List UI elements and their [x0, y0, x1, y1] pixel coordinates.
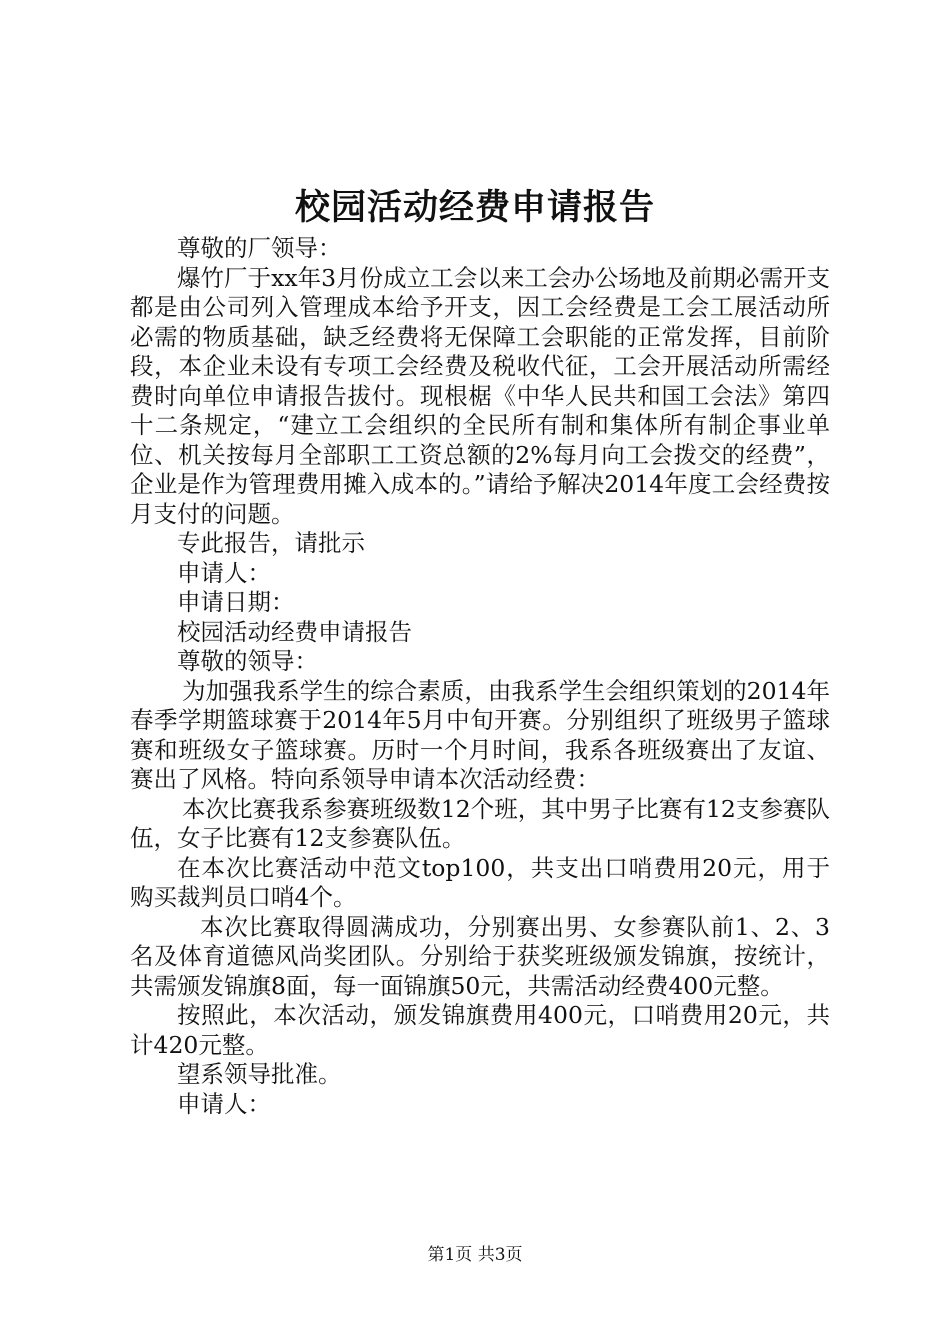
document-title: 校园活动经费申请报告 [294, 187, 655, 228]
paragraph-whistle-cost: 在本次比赛活动中范文top100，共支出口哨费用20元，用于购买裁判员口哨4个。 [130, 853, 830, 911]
paragraph-applicant-1: 申请人： [177, 558, 271, 587]
paragraph-banner-cost: 本次比赛取得圆满成功，分别赛出男、女参赛队前1、2、3名及体育道德风尚奖团队。分别给于获奖班级颁发锦旗，按统计，共需颁发锦旗8面，每一面锦旗50元，共需活动经费400元整。 [130, 912, 830, 1000]
paragraph-request-1: 爆竹厂于xx年3月份成立工会以来工会办公场地及前期必需开支都是由公司列入管理成本给予开支，因工会经费是工会工展活动所必需的物质基础，缺乏经费将无保障工会职能的正常发挥，目前阶段，本企业未设有专项工会经费及税收代征，工会开展活动所需经费时向单位申请报告拔付。现根椐《中华人民共和国工会法》第四十二条规定，“建立工会组织的全民所有制和集体所有制企事业单位、机关按每月全部职工工资总额的2%每月向工会拨交的经费”，企业是作为管理费用摊入成本的。”请给予解决2014年度工会经费按月支付的问题。 [130, 263, 830, 528]
paragraph-intro-2: 为加强我系学生的综合素质，由我系学生会组织策划的2014年春季学期篮球赛于2014年5月中旬开赛。分别组织了班级男子篮球赛和班级女子篮球赛。历时一个月时间，我系各班级赛出了友谊、赛出了风格。特向系领导申请本次活动经费： [130, 676, 830, 793]
paragraph-teams: 本次比赛我系参赛班级数12个班，其中男子比赛有12支参赛队伍，女子比赛有12支参赛队伍。 [130, 794, 830, 852]
paragraph-salutation-1: 尊敬的厂领导： [177, 234, 342, 262]
page-number: 第1页 共3页 [427, 1245, 523, 1265]
paragraph-subtitle: 校园活动经费申请报告 [177, 617, 412, 646]
paragraph-closing-1: 专此报告，请批示 [177, 529, 365, 557]
paragraph-total: 按照此，本次活动，颁发锦旗费用400元，口哨费用20元，共计420元整。 [130, 1001, 830, 1059]
paragraph-approval: 望系领导批准。 [177, 1060, 342, 1088]
paragraph-salutation-2: 尊敬的领导： [177, 647, 318, 675]
paragraph-date-1: 申请日期： [177, 588, 295, 616]
paragraph-applicant-2: 申请人： [177, 1089, 271, 1118]
document-body [130, 234, 830, 1119]
